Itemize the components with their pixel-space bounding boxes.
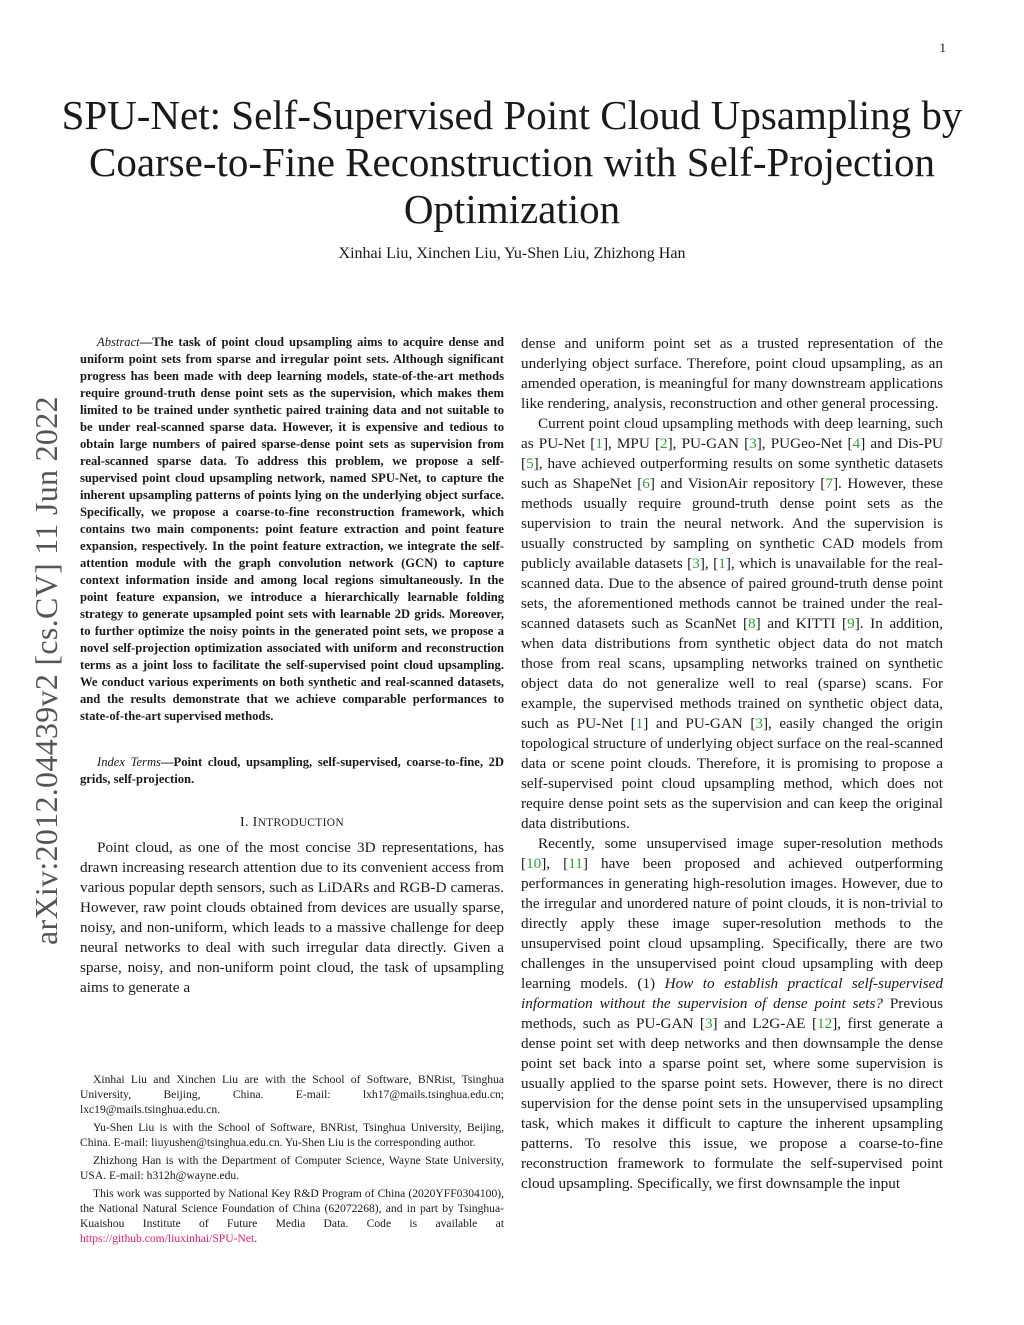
- citation-link[interactable]: 3: [704, 1015, 713, 1032]
- citation-link[interactable]: 12: [817, 1015, 833, 1032]
- footnote-affiliation: Zhizhong Han is with the Department of Computer Science, Wayne State University, USA. E-mail: h312h@wayne.edu.: [80, 1154, 504, 1182]
- code-link[interactable]: https://github.com/liuxinhai/SPU-Net: [80, 1232, 255, 1245]
- index-terms-label: Index Terms: [97, 755, 161, 769]
- citation-link[interactable]: 5: [526, 455, 534, 472]
- footnotes: [80, 1072, 504, 1249]
- citation-link[interactable]: 7: [825, 475, 833, 492]
- footnote-funding: This work was supported by National Key R&D Program of China (2020YFF0304100), the National Natural Science Foundation of China (62072268), and in part by Tsinghua-Kuaishou Institute of Future Media Data. Code is available at https://github.com/liuxinhai/SPU-Net.: [80, 1187, 504, 1245]
- citation-link[interactable]: 4: [852, 435, 861, 452]
- right-column: [521, 334, 943, 1194]
- citation-link[interactable]: 11: [568, 855, 583, 872]
- citation-link[interactable]: 6: [642, 475, 650, 492]
- abstract: [80, 334, 504, 725]
- intro-paragraph-left: Point cloud, as one of the most concise 3D representations, has drawn increasing research attention due to its convenient access from various popular depth sensors, such as LiDARs and RGB-D cameras. However, raw point clouds obtained from devices are usually sparse, noisy, and non-uniform, which leads to a massive challenge for deep neural networks to deal with such irregular data directly. Given a sparse, noisy, and non-uniform point cloud, the task of upsampling aims to generate a: [80, 839, 504, 996]
- author-list: Xinhai Liu, Xinchen Liu, Yu-Shen Liu, Zhizhong Han: [338, 245, 686, 262]
- citation-link[interactable]: 1: [718, 555, 726, 572]
- citation-link[interactable]: 3: [749, 435, 757, 452]
- abstract-text: —The task of point cloud upsampling aims to acquire dense and uniform point sets from sparse and irregular point sets. Although significant progress has been made with deep learning models, state-of-the-art methods require ground-truth dense point sets as the supervision, which makes them limited to be trained under synthetic paired training data and not suitable to be under real-scanned sparse data. However, it is expensive and tedious to obtain large numbers of paired sparse-dense point sets as supervision from real-scanned sparse data. To address this problem, we propose a self-supervised point cloud upsampling network, named SPU-Net, to capture the inherent upsampling patterns of points lying on the underlying object surface. Specifically, we propose a coarse-to-fine reconstruction framework, which contains two main components: point feature extraction and point feature expansion, respectively. In the point feature extraction, we integrate the self-attention module with the graph convolution network (GCN) to capture context information inside and among local regions simultaneously. In the point feature expansion, we introduce a hierarchically learnable folding strategy to generate upsampled point sets with learnable 2D grids. Moreover, to further optimize the noisy points in the generated point sets, we propose a novel self-projection optimization associated with uniform and reconstruction terms as a joint loss to facilitate the self-supervised point cloud upsampling. We conduct various experiments on both synthetic and real-scanned datasets, and the results demonstrate that we achieve comparable performances to state-of-the-art supervised methods.: [80, 335, 504, 723]
- paper-title: SPU-Net: Self-Supervised Point Cloud Upsampling by Coarse-to-Fine Reconstruction with Self-Projection Optimization: [61, 92, 963, 232]
- abstract-label: Abstract: [97, 335, 140, 349]
- citation-link[interactable]: 1: [635, 715, 644, 732]
- left-column: [80, 334, 504, 998]
- research-question: How to establish practical self-supervised information without the supervision of dense point sets?: [521, 975, 943, 1012]
- citation-link[interactable]: 2: [660, 435, 668, 452]
- citation-link[interactable]: 1: [595, 435, 603, 452]
- footnote-affiliation: Yu-Shen Liu is with the School of Software, BNRist, Tsinghua University, Beijing, China. E-mail: liuyushen@tsinghua.edu.cn. Yu-Shen Liu is the corresponding author.: [80, 1121, 504, 1149]
- citation-link[interactable]: 9: [847, 615, 855, 632]
- intro-paragraph-related-methods: Current point cloud upsampling methods with deep learning, such as PU-Net [1], MPU [2], PU-GAN [3], PUGeo-Net [4] and Dis-PU [5], have achieved outperforming results on some synthetic datasets such as ShapeNet [6] and VisionAir repository [7]. However, these methods usually require ground-truth dense point sets as the supervision to train the neural network. And the supervision is usually constructed by sampling on synthetic CAD models from publicly available datasets [3], [1], which is unavailable for the real-scanned data. Due to the absence of paired ground-truth dense point sets, the aforementioned methods cannot be trained under the real-scanned datasets such as ScanNet [8] and KITTI [9]. In addition, when data distributions from synthetic object data do not match those from real scans, upsampling networks trained on synthetic object data do not generalize well to real (sparse) scans. For example, the supervised methods trained on synthetic object data, such as PU-Net [1] and PU-GAN [3], easily changed the origin topological structure of underlying object surface on the real-scanned data or scene point clouds. Therefore, it is promising to propose a self-supervised point cloud upsampling method, which does not require dense point sets as the supervision and can keep the original data distributions.: [521, 415, 943, 832]
- citation-link[interactable]: 3: [755, 715, 763, 732]
- arxiv-identifier: arXiv:2012.04439v2 [cs.CV] 11 Jun 2022: [28, 396, 64, 945]
- citation-link[interactable]: 10: [526, 855, 542, 872]
- page-number: 1: [939, 40, 946, 55]
- citation-link[interactable]: 8: [748, 615, 756, 632]
- section-heading-introduction: I. INTRODUCTION: [240, 815, 344, 830]
- citation-link[interactable]: 3: [692, 555, 700, 572]
- intro-paragraph-continued: dense and uniform point set as a trusted representation of the underlying object surface. Therefore, point cloud upsampling, as an amended operation, is meaningful for many downstream applications like rendering, analysis, reconstruction and other general processing.: [521, 335, 943, 412]
- intro-paragraph-unsupervised: Recently, some unsupervised image super-resolution methods [10], [11] have been proposed and achieved outperforming performances in generating high-resolution images. However, due to the irregular and unordered nature of point clouds, it is non-trivial to directly apply these image super-resolution methods to the unsupervised point cloud upsampling. Specifically, there are two challenges in the unsupervised point cloud upsampling with deep learning models. (1) How to establish practical self-supervised information without the supervision of dense point sets? Previous methods, such as PU-GAN [3] and L2G-AE [12], first generate a dense point set with deep networks and then downsample the dense point set back into a sparse point set, where some supervision is usually applied to the sparse point sets. However, there is no direct supervision for the dense point sets in the unsupervised upsampling task, which makes it difficult to capture the inherent upsampling patterns. To resolve this issue, we propose a coarse-to-fine reconstruction framework to formulate the self-supervised point cloud upsampling. Specifically, we first downsample the input: [521, 835, 944, 1192]
- footnote-affiliation: Xinhai Liu and Xinchen Liu are with the School of Software, BNRist, Tsinghua University, Beijing, China. E-mail: lxh17@mails.tsinghua.edu.cn; lxc19@mails.tsinghua.edu.cn.: [80, 1073, 504, 1116]
- index-terms: [80, 754, 504, 788]
- index-terms-text: —Point cloud, upsampling, self-supervised, coarse-to-fine, 2D grids, self-projection.: [80, 755, 504, 786]
